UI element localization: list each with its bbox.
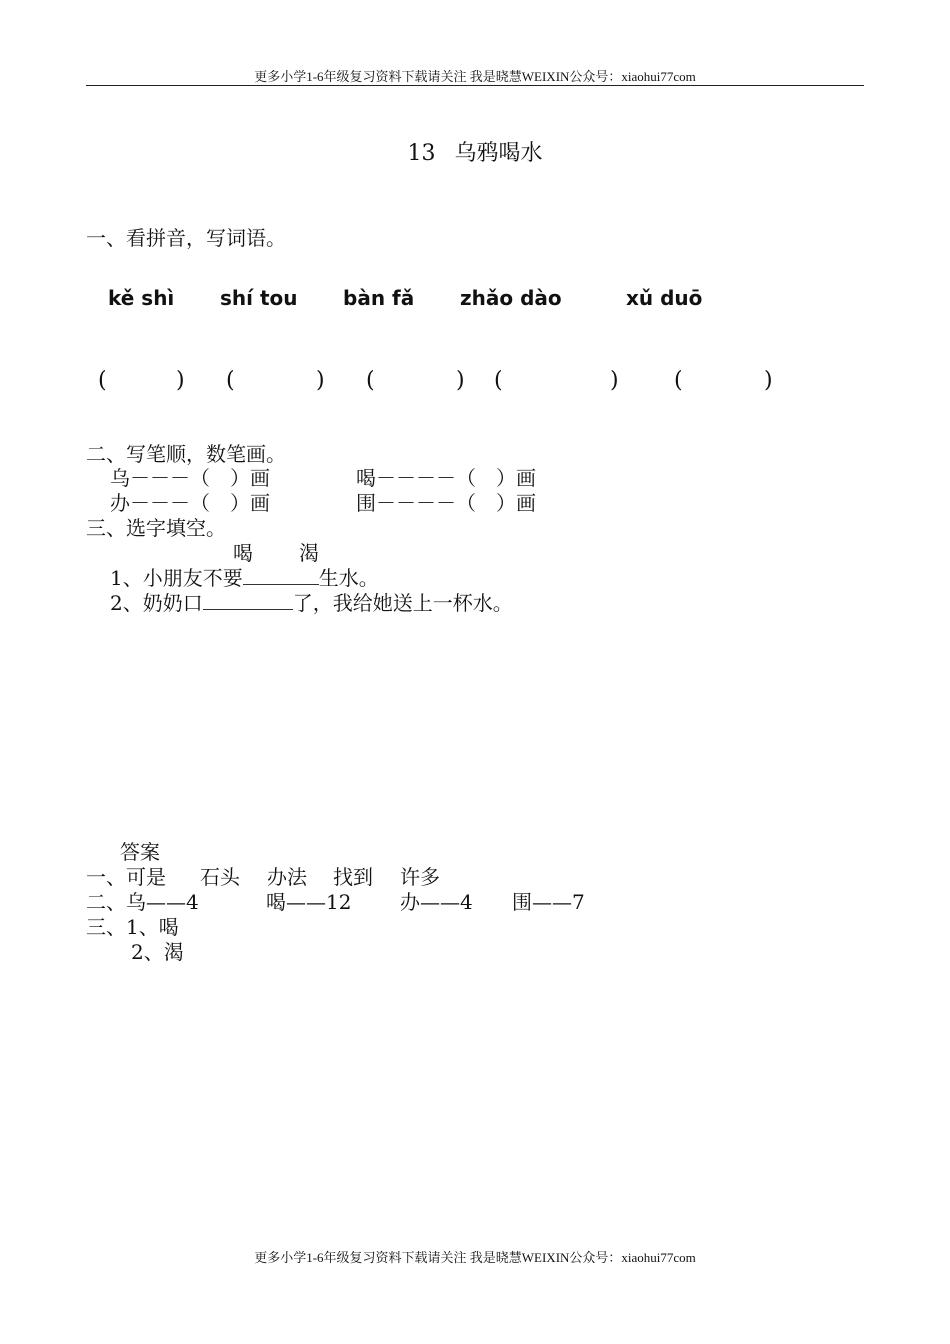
answer-paren-open: ( (494, 368, 503, 393)
page-header-text: 更多小学1-6年级复习资料下载请关注 我是晓慧WEIXIN公众号：xiaohui77com (254, 69, 696, 84)
pinyin-item: shí tou (220, 286, 298, 310)
lesson-title: 乌鸦喝水 (454, 141, 543, 166)
page-title (0, 136, 950, 167)
answer-paren-open: ( (98, 368, 107, 393)
answer-paren-open: ( (366, 368, 375, 393)
answer-item: 喝——12 (266, 890, 352, 914)
answer-item: 2、渴 (131, 940, 184, 964)
section3-heading: 三、选字填空。 (86, 516, 226, 540)
stroke-row: 乌－－－（ ）画 (110, 466, 270, 490)
answer-paren-close: ) (456, 368, 465, 393)
answer-paren-close: ) (316, 368, 325, 393)
answer-paren-close: ) (176, 368, 185, 393)
answer-item: 办法 (267, 865, 307, 889)
question-2-prefix: 2、奶奶口 (110, 591, 203, 615)
section1-heading: 一、看拼音，写词语。 (86, 226, 286, 250)
stroke-row: 喝－－－－（ ）画 (356, 466, 536, 490)
answers-heading: 答案 (120, 840, 160, 864)
answer-item: 办——4 (400, 890, 473, 914)
stroke-row: 围－－－－（ ）画 (356, 491, 536, 515)
answer-paren-open: ( (674, 368, 683, 393)
answer-paren-close: ) (610, 368, 619, 393)
pinyin-item: kě shì (108, 286, 175, 310)
question-2 (110, 591, 513, 615)
header-rule (86, 85, 864, 86)
answer-item: 三、1、喝 (86, 915, 179, 939)
pinyin-item: bàn fǎ (343, 286, 415, 310)
question-1-suffix: 生水。 (318, 566, 379, 590)
question-1-prefix: 1、小朋友不要 (110, 566, 243, 590)
fill-blank[interactable] (243, 566, 319, 585)
question-1 (110, 566, 379, 590)
pinyin-item: xǔ duō (626, 286, 703, 310)
fill-blank[interactable] (203, 591, 293, 610)
answer-item: 二、乌——4 (86, 890, 199, 914)
choice-word: 渴 (299, 541, 319, 565)
lesson-number: 13 (407, 141, 436, 166)
pinyin-item: zhǎo dào (460, 286, 562, 310)
answer-item: 许多 (400, 865, 440, 889)
choice-word: 喝 (233, 541, 253, 565)
answer-paren-open: ( (226, 368, 235, 393)
answer-item: 找到 (333, 865, 373, 889)
section2-heading: 二、写笔顺，数笔画。 (86, 442, 286, 466)
answer-item: 围——7 (512, 890, 585, 914)
stroke-row: 办－－－（ ）画 (110, 491, 270, 515)
answer-item: 石头 (200, 865, 240, 889)
page-footer-text: 更多小学1-6年级复习资料下载请关注 我是晓慧WEIXIN公众号：xiaohui77com (254, 1250, 696, 1265)
answer-item: 一、可是 (86, 865, 166, 889)
answer-paren-close: ) (764, 368, 773, 393)
question-2-suffix: 了，我给她送上一杯水。 (292, 591, 513, 615)
